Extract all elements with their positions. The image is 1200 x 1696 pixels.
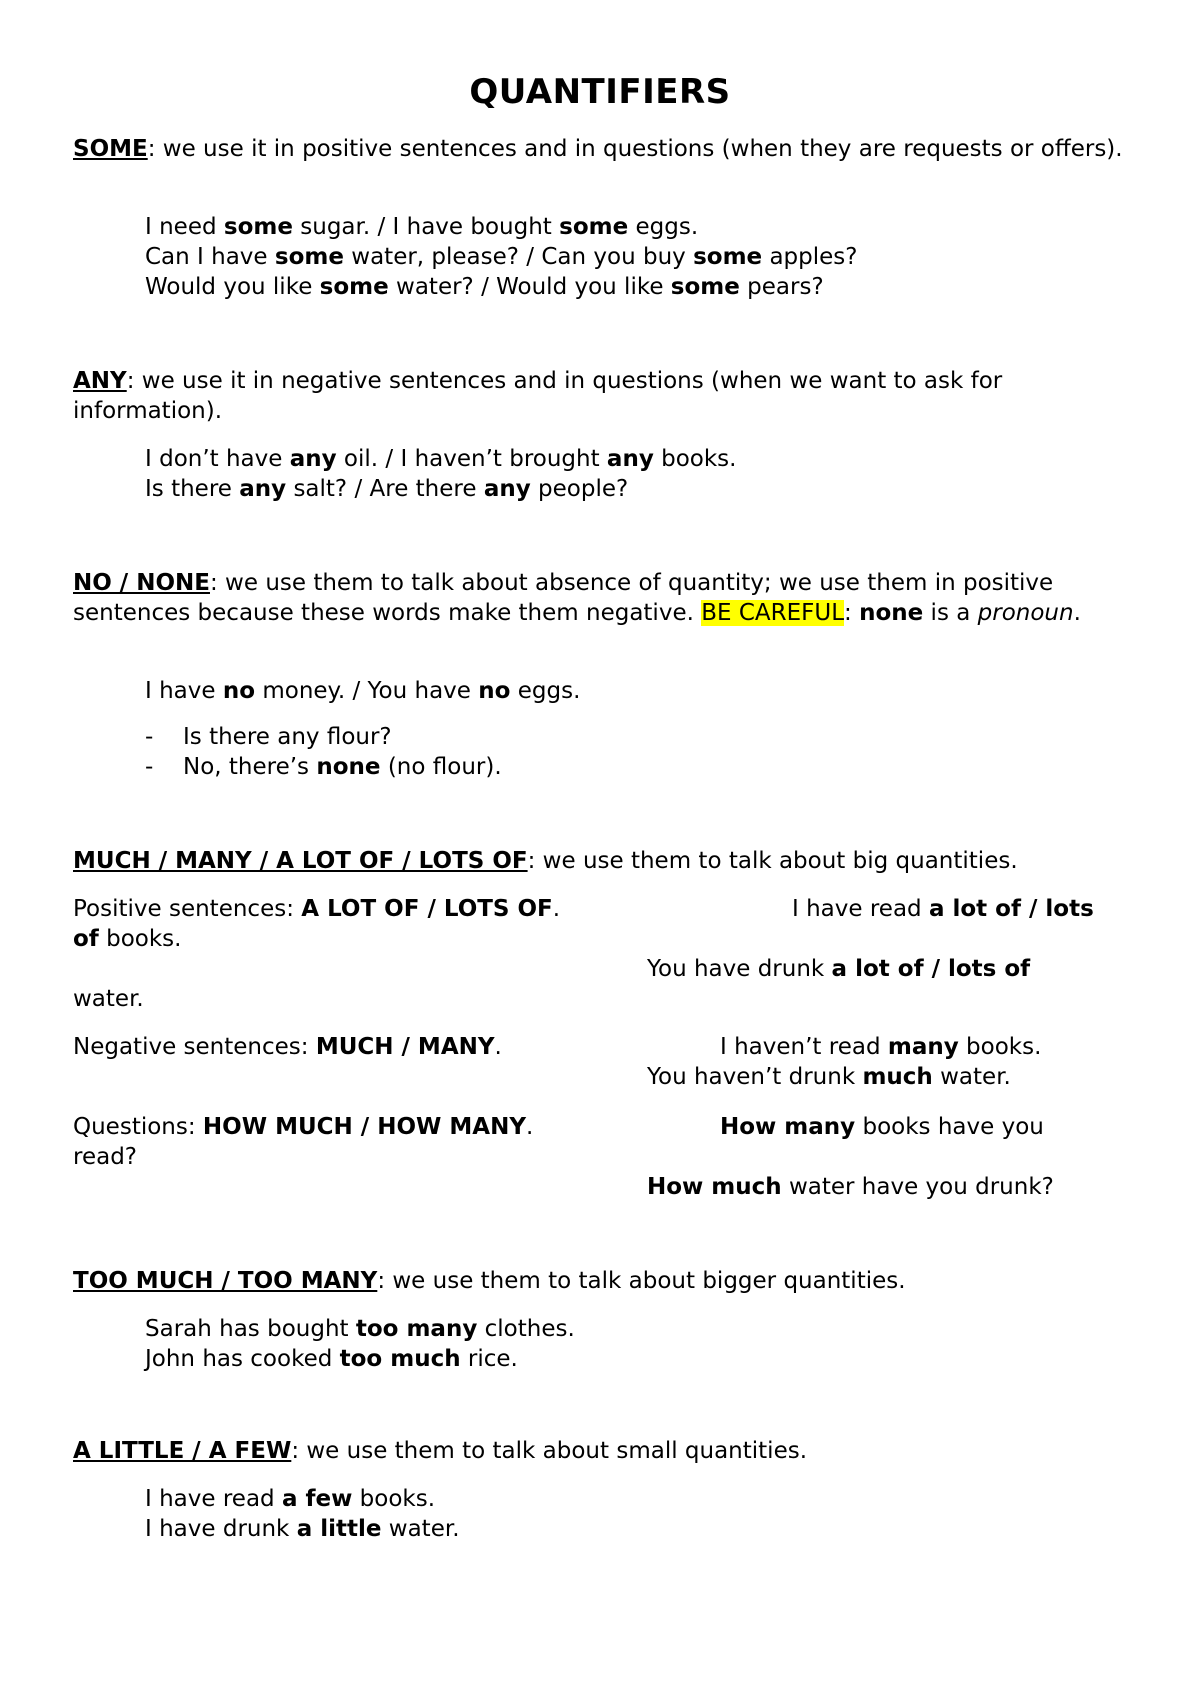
question-example-1-wrap: read? — [73, 1144, 138, 1170]
little-example-1: I have read a few books. — [145, 1486, 436, 1512]
no-none-example: I have no money. / You have no eggs. — [145, 678, 581, 704]
any-heading: ANY — [73, 368, 127, 394]
positive-example-1-wrap: of books. — [73, 926, 182, 952]
much-many-definition: MUCH / MANY / A LOT OF / LOTS OF: we use them to talk about big quantities. — [73, 848, 1018, 874]
dash-bullet-1: - — [145, 724, 154, 750]
no-none-definition: NO / NONE: we use them to talk about absence of quantity; we use them in positive sentences because these words make them negative. BE CAREFUL: none is a pronoun. — [73, 570, 1081, 626]
any-definition: ANY: we use it in negative sentences and in questions (when we want to ask for information). — [73, 368, 1003, 424]
too-much-definition: TOO MUCH / TOO MANY: we use them to talk about bigger quantities. — [73, 1268, 906, 1294]
little-example-2: I have drunk a little water. — [145, 1516, 460, 1542]
page-title: QUANTIFIERS — [469, 72, 731, 112]
negative-example-1: I haven’t read many books. — [720, 1034, 1042, 1060]
negative-example-2: You haven’t drunk much water. — [647, 1064, 1011, 1090]
positive-example-2-wrap: water. — [73, 986, 144, 1012]
positive-label: Positive sentences: A LOT OF / LOTS OF. — [73, 896, 561, 922]
questions-label: Questions: HOW MUCH / HOW MANY. — [73, 1114, 534, 1140]
some-heading: SOME — [73, 136, 148, 162]
dialog-answer: No, there’s none (no flour). — [183, 754, 502, 780]
some-definition: SOME: we use it in positive sentences and in questions (when they are requests or offers). — [73, 136, 1123, 162]
little-few-definition: A LITTLE / A FEW: we use them to talk about small quantities. — [73, 1438, 808, 1464]
some-example-1: I need some sugar. / I have bought some eggs. — [145, 214, 699, 240]
positive-example-1: I have read a lot of / lots — [792, 896, 1094, 922]
little-few-heading: A LITTLE / A FEW — [73, 1438, 292, 1464]
no-none-heading: NO / NONE — [73, 570, 210, 596]
much-many-heading: MUCH / MANY / A LOT OF / LOTS OF — [73, 848, 528, 874]
negative-label: Negative sentences: MUCH / MANY. — [73, 1034, 502, 1060]
too-example-1: Sarah has bought too many clothes. — [145, 1316, 575, 1342]
positive-example-2: You have drunk a lot of / lots of — [647, 956, 1031, 982]
be-careful-highlight: BE CAREFUL — [701, 600, 845, 626]
too-example-2: John has cooked too much rice. — [145, 1346, 518, 1372]
question-example-2: How much water have you drunk? — [647, 1174, 1054, 1200]
dash-bullet-2: - — [145, 754, 154, 780]
any-example-2: Is there any salt? / Are there any people? — [145, 476, 629, 502]
some-example-2: Can I have some water, please? / Can you buy some apples? — [145, 244, 858, 270]
too-much-heading: TOO MUCH / TOO MANY — [73, 1268, 378, 1294]
question-example-1: How many books have you — [720, 1114, 1044, 1140]
dialog-question: Is there any flour? — [183, 724, 392, 750]
some-example-3: Would you like some water? / Would you like some pears? — [145, 274, 824, 300]
any-example-1: I don’t have any oil. / I haven’t brought any books. — [145, 446, 737, 472]
